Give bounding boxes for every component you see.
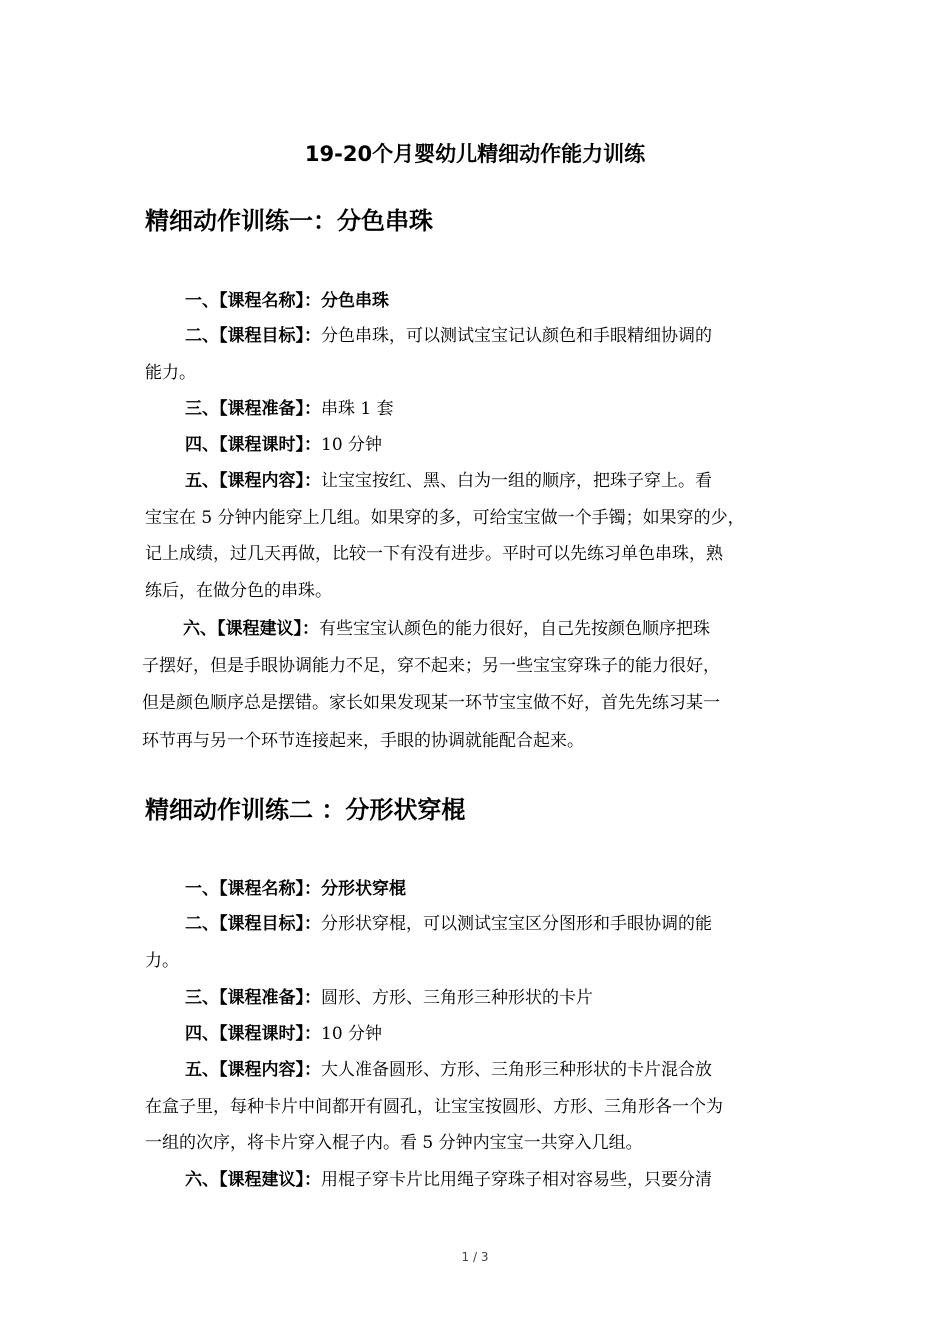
field-label: 三、【课程准备】： (185, 399, 321, 419)
paragraph-line (142, 729, 584, 753)
field-text: 分色串珠 (321, 291, 389, 311)
section-title-2: 精细动作训练二 ：分形状穿棍 (145, 796, 466, 824)
paragraph-line (145, 949, 179, 973)
paragraph-line (185, 324, 712, 348)
field-label: 五、【课程内容】： (185, 471, 321, 491)
field-text: 子摆好，但是手眼协调能力不足，穿不起来；另一些宝宝穿珠子的能力很好， (142, 656, 720, 676)
paragraph-line (145, 1095, 723, 1119)
field-text: 记上成绩，过几天再做，比较一下有没有进步。平时可以先练习单色串珠，熟 (145, 544, 723, 564)
field-text: 分形状穿棍 (321, 879, 406, 899)
paragraph-line (185, 1022, 382, 1046)
field-text: 大人准备圆形、方形、三角形三种形状的卡片混合放 (321, 1060, 712, 1080)
paragraph-line (145, 542, 723, 566)
paragraph-line (185, 433, 382, 457)
field-text: 能力。 (145, 363, 196, 383)
field-text: 分形状穿棍，可以测试宝宝区分图形和手眼协调的能 (321, 914, 712, 934)
field-label: 一、【课程名称】： (185, 291, 321, 311)
field-text: 让宝宝按红、黑、白为一组的顺序，把珠子穿上。看 (321, 471, 712, 491)
field-label: 六、【课程建议】： (183, 619, 319, 639)
field-text: 在盒子里，每种卡片中间都开有圆孔，让宝宝按圆形、方形、三角形各一个为 (145, 1097, 723, 1117)
paragraph-line (142, 654, 720, 678)
field-label: 六、【课程建议】： (185, 1170, 321, 1190)
field-label: 三、【课程准备】： (185, 988, 321, 1008)
paragraph-line (142, 691, 720, 715)
page-number: 1 / 3 (461, 1250, 489, 1264)
section-title-1: 精细动作训练一：分色串珠 (145, 207, 433, 235)
field-text: 环节再与另一个环节连接起来，手眼的协调就能配合起来。 (142, 731, 584, 751)
field-text: 圆形、方形、三角形三种形状的卡片 (321, 988, 593, 1008)
paragraph-line (145, 579, 332, 603)
field-text: 有些宝宝认颜色的能力很好，自己先按颜色顺序把珠 (319, 619, 710, 639)
paragraph-line (185, 1168, 712, 1192)
field-label: 五、【课程内容】： (185, 1060, 321, 1080)
field-text: 宝宝在 5 分钟内能穿上几组。如果穿的多，可给宝宝做一个手镯；如果穿的少， (145, 508, 745, 528)
paragraph-line (185, 877, 406, 901)
paragraph-line (185, 289, 389, 313)
field-label: 四、【课程课时】： (185, 1024, 321, 1044)
field-text: 串珠 1 套 (321, 399, 394, 419)
field-label: 二、【课程目标】： (185, 914, 321, 934)
field-text: 力。 (145, 951, 179, 971)
paragraph-line (185, 397, 394, 421)
paragraph-line (185, 469, 712, 493)
paragraph-line (145, 506, 745, 530)
paragraph-line (185, 1058, 712, 1082)
field-text: 练后，在做分色的串珠。 (145, 581, 332, 601)
field-text: 用棍子穿卡片比用绳子穿珠子相对容易些，只要分清 (321, 1170, 712, 1190)
field-text: 10 分钟 (321, 435, 383, 455)
document-title: 19-20个月婴幼儿精细动作能力训练 (304, 142, 646, 166)
field-text: 一组的次序，将卡片穿入棍子内。看 5 分钟内宝宝一共穿入几组。 (145, 1133, 643, 1153)
field-label: 一、【课程名称】： (185, 879, 321, 899)
field-text: 10 分钟 (321, 1024, 383, 1044)
paragraph-line (183, 617, 710, 641)
field-text: 分色串珠，可以测试宝宝记认颜色和手眼精细协调的 (321, 326, 712, 346)
field-label: 二、【课程目标】： (185, 326, 321, 346)
paragraph-line (145, 1131, 643, 1155)
field-label: 四、【课程课时】： (185, 435, 321, 455)
paragraph-line (145, 361, 196, 385)
paragraph-line (185, 912, 712, 936)
field-text: 但是颜色顺序总是摆错。家长如果发现某一环节宝宝做不好，首先先练习某一 (142, 693, 720, 713)
paragraph-line (185, 986, 593, 1010)
